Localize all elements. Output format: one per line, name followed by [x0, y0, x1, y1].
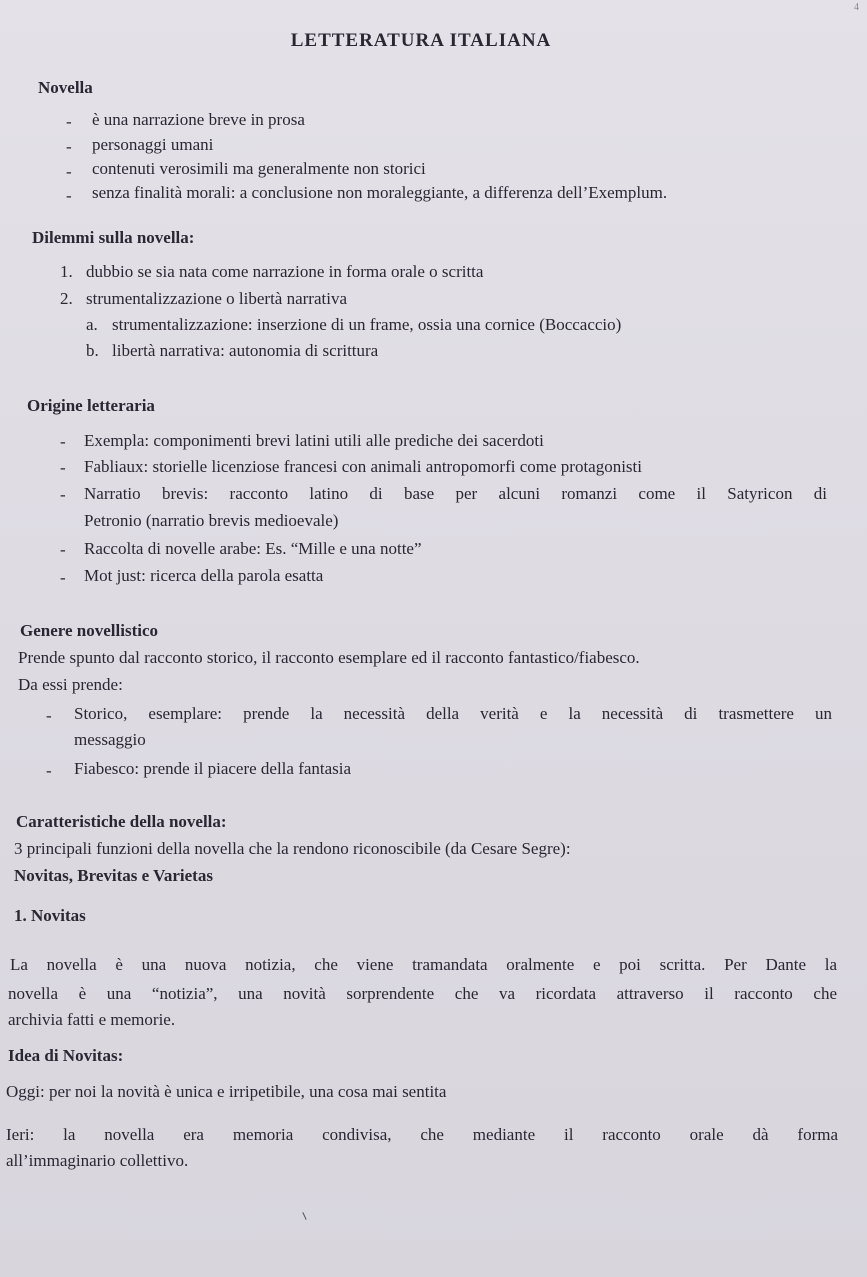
paragraph-line: Da essi prende:: [18, 675, 123, 694]
list-item: senza finalità morali: a conclusione non moraleggiante, a differenza dell’Exemplum.: [92, 183, 668, 202]
list-number: 2.: [60, 289, 73, 308]
section-heading-novella: Novella: [38, 78, 93, 97]
paragraph-line: Oggi: per noi la novità è unica e irripetibile, una cosa mai sentita: [6, 1082, 447, 1101]
list-item: Storico, esemplare: prende la necessità della verità e la necessità di trasmettere un: [74, 704, 832, 723]
section-heading-caratteristiche: Caratteristiche della novella:: [16, 812, 227, 831]
list-item: dubbio se sia nata come narrazione in forma orale o scritta: [86, 262, 484, 281]
bold-line: Novitas, Brevitas e Varietas: [14, 866, 213, 885]
paragraph-line: 3 principali funzioni della novella che la rendono riconoscibile (da Cesare Segre):: [14, 839, 571, 858]
bullet: -: [60, 432, 66, 451]
section-heading-dilemmi: Dilemmi sulla novella:: [32, 228, 195, 247]
paragraph-line: Prende spunto dal racconto storico, il racconto esemplare ed il racconto fantastico/fiabesco.: [18, 648, 640, 667]
section-heading-origine: Origine letteraria: [27, 396, 155, 415]
bullet: -: [60, 485, 66, 504]
list-item: Mot just: ricerca della parola esatta: [84, 566, 324, 585]
section-heading-novitas: 1. Novitas: [14, 906, 86, 925]
bullet: -: [46, 761, 52, 780]
bullet: -: [60, 568, 66, 587]
paragraph-line: novella è una “notizia”, una novità sorprendente che va ricordata attraverso il racconto che: [8, 984, 837, 1003]
list-item: Narratio brevis: racconto latino di base per alcuni romanzi come il Satyricon di: [84, 484, 827, 503]
section-heading-genere: Genere novellistico: [20, 621, 159, 640]
bullet: -: [66, 112, 72, 131]
list-item: Fiabesco: prende il piacere della fantasia: [74, 759, 352, 778]
list-item-continuation: messaggio: [74, 730, 146, 749]
list-letter: a.: [86, 315, 98, 334]
paragraph-line: La novella è una nuova notizia, che viene tramandata oralmente e poi scritta. Per Dante la: [10, 955, 837, 974]
list-item-continuation: Petronio (narratio brevis medioevale): [84, 511, 339, 530]
list-item: personaggi umani: [92, 135, 214, 154]
bullet: -: [46, 706, 52, 725]
bullet: -: [66, 137, 72, 156]
list-item: Exempla: componimenti brevi latini utili alle prediche dei sacerdoti: [84, 431, 544, 450]
paragraph-line: all’immaginario collettivo.: [6, 1151, 189, 1170]
page-title: LETTERATURA ITALIANA: [290, 30, 552, 51]
section-heading-idea: Idea di Novitas:: [8, 1046, 124, 1065]
list-item: è una narrazione breve in prosa: [92, 110, 305, 129]
bullet: -: [60, 540, 66, 559]
pen-mark: [302, 1212, 306, 1220]
list-item: Raccolta di novelle arabe: Es. “Mille e una notte”: [84, 539, 422, 558]
list-letter: b.: [86, 341, 99, 360]
list-item: contenuti verosimili ma generalmente non storici: [92, 159, 426, 178]
bullet: -: [66, 186, 72, 205]
sub-list-item: libertà narrativa: autonomia di scrittura: [112, 341, 379, 360]
sub-list-item: strumentalizzazione: inserzione di un frame, ossia una cornice (Boccaccio): [112, 315, 622, 334]
page-number: 4: [854, 2, 859, 13]
paragraph-line: Ieri: la novella era memoria condivisa, che mediante il racconto orale dà forma: [6, 1125, 838, 1144]
bullet: -: [60, 458, 66, 477]
list-item: strumentalizzazione o libertà narrativa: [86, 289, 348, 308]
paragraph-line: archivia fatti e memorie.: [8, 1010, 176, 1029]
list-number: 1.: [60, 262, 73, 281]
bullet: -: [66, 162, 72, 181]
list-item: Fabliaux: storielle licenziose francesi con animali antropomorfi come protagonisti: [84, 457, 642, 476]
